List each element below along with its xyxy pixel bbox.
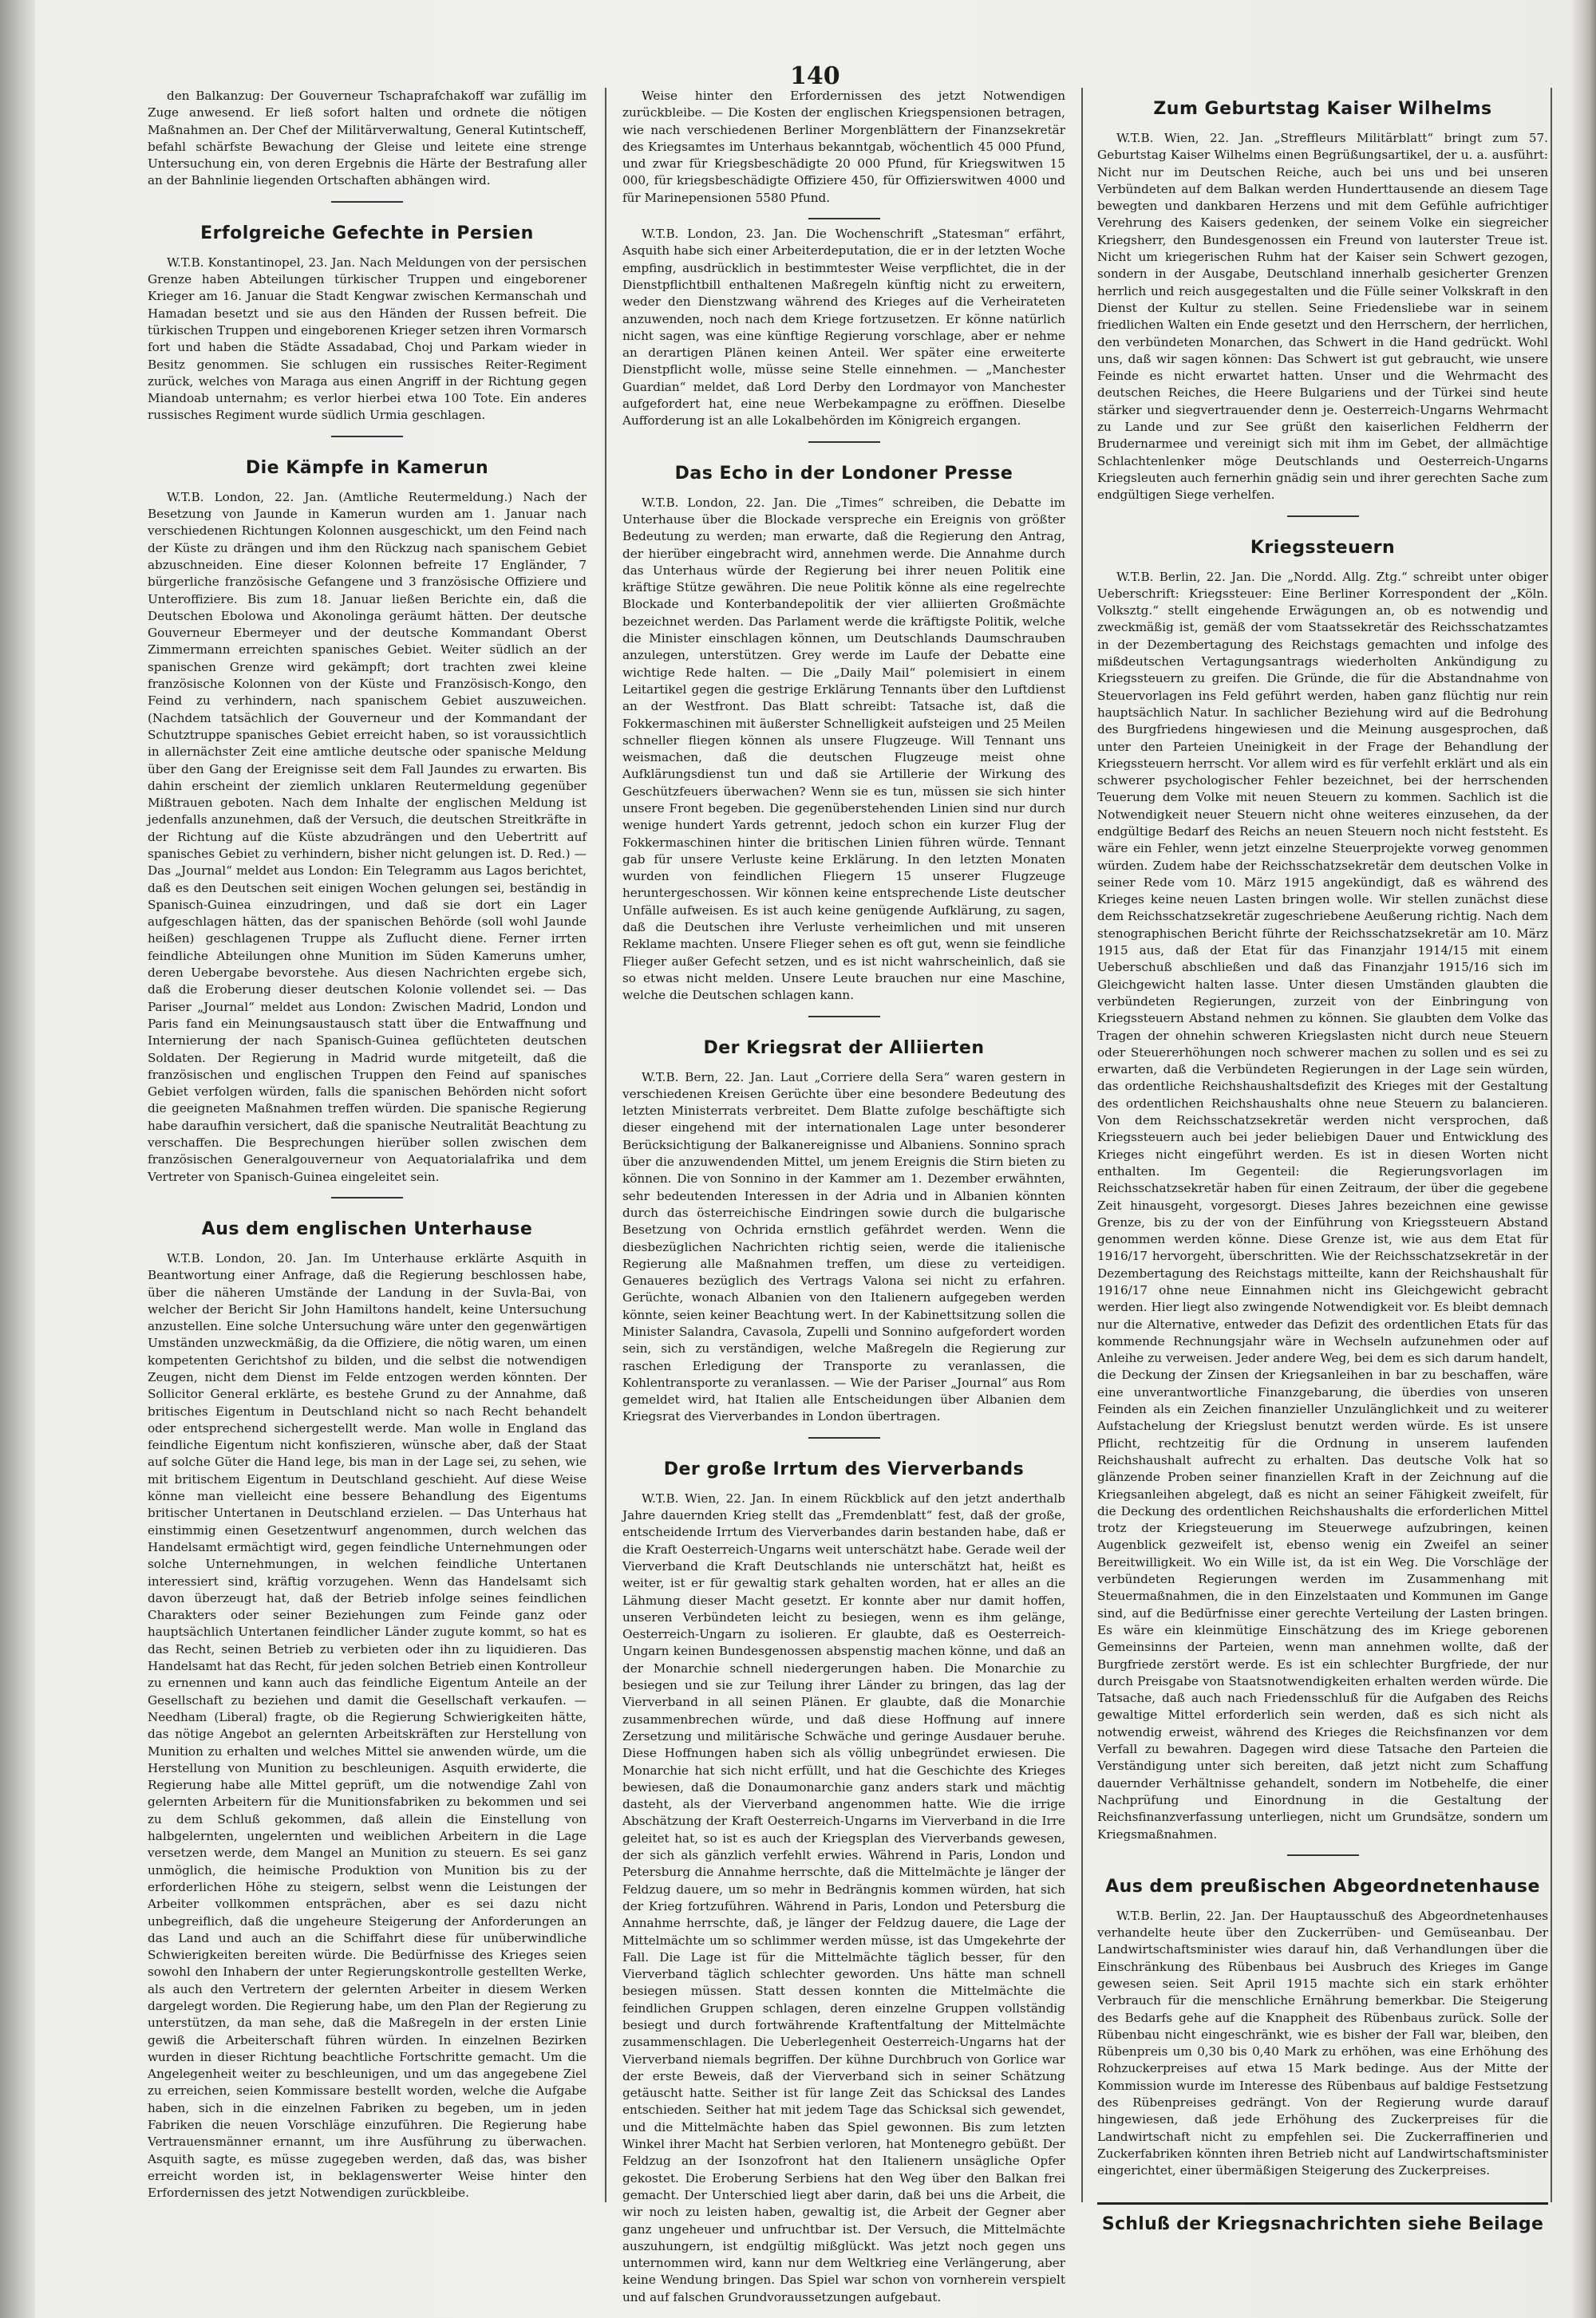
column-rule <box>1081 88 1083 2202</box>
article-continuation <box>622 88 1065 207</box>
article-london-press <box>622 464 1065 1005</box>
article-body: W.T.B. Wien, 22. Jan. In einem Rückblick auf den jetzt anderthalb Jahre dauernden Krieg stellt das „Fremdenblatt“ fest, daß der große, entscheidende Irrtum des Vierverbandes darin bestanden habe, daß er die Kraft Oesterreich-Ungarns weit unterschätzt habe. Gerade weil der Vierverband die Kraft Deutschlands nie unterschätzt hat, heißt es weiter, ist er für gewaltig stark gehalten worden, hat er alles an die Lähmung dieser Macht gesetzt. Er konnte aber nur damit hoffen, unseren Verbündeten leicht zu besiegen, wenn es ihm gelänge, Oesterreich-Ungarn zu isolieren. Er glaubte, daß es Oesterreich-Ungarn keinen Bundesgenossen abspenstig machen könne, und daß an der Monarchie schnell niedergerungen haben. Die Monarchie zu besiegen und sie zur Teilung ihrer Länder zu bringen, das lag der Vierverband in all seinen Plänen. Er glaubte, daß die Monarchie zusammenbrechen würde, und daß diese Hoffnung auf innere Zersetzung und militärische Schwäche und geringe Ausdauer beruhe. Diese Hoffnungen haben sich als völlig unbegründet erwiesen. Die Monarchie hat sich nicht erfüllt, und hat die Geschichte des Krieges bewiesen, daß die Donaumonarchie ganz anders stark und mächtig dasteht, als der Vierverband angenommen hatte. Wie die irrige Abschätzung der Kraft Oesterreich-Ungarns im Vierverband in die Irre geleitet hat, so ist es auch der Kriegsplan des Vierverbands gewesen, der sich als gänzlich verfehlt erwies. Während in Paris, London und Petersburg die Annahme herrschte, daß die Mittelmächte je länger der Feldzug dauere, um so mehr in Bedrängnis kommen würden, hat sich der Krieg fortzuführen. Während in Paris, London und Petersburg die Annahme herrschte, daß, je länger der Feldzug dauere, die Lage der Mittelmächte um so schlimmer werden müsse, ist das Umgekehrte der Fall. Die Lage ist für die Mittelmächte täglich besser, für den Vierverband täglich schlechter geworden. Uns hätte man schnell besiegen müssen. Statt dessen konnten die Mittelmächte die feindlichen Gruppen schlagen, deren einzelne Gruppen vollständig besiegt und durch fortwährende Kraftentfaltung der Mittelmächte zusammenschlagen. Die Ueberlegenheit Oesterreich-Ungarns hat der Vierverband niemals begriffen. Der kühne Durchbruch von Gorlice war der erste Beweis, daß der Vierverband sich in seiner Schätzung getäuscht hatte. Seither ist für lange Zeit das Schicksal des Landes entschieden. Seither hat mit jedem Tage das Schicksal sich gewendet, und die Mittelmächte haben das Spiel gewonnen. Bis zum letzten Winkel ihrer Macht hat Serbien verloren, hat Montenegro gebüßt. Der Feldzug an der Isonzofront hat den Italienern unsägliche Opfer gekostet. Die Eroberung Serbiens hat den Weg über den Balkan frei gemacht. Der Unterschied liegt aber darin, daß bei uns die Arbeit, die wir noch zu leisten haben, gewaltig ist, die Arbeit der Gegner aber ganz ungeheuer und unfruchtbar ist. Der Versuch, die Mittelmächte auszuhungern, ist endgültig mißglückt. Was jetzt noch gegen uns unternommen wird, kann nur dem Weltkrieg eine Verlängerung, aber keine Wendung bringen. Das Spiel war schon von vornherein verspielt und auf falschen Grundvoraussetzungen aufgebaut. <box>622 1491 1065 2304</box>
article-statesman <box>622 226 1065 430</box>
article-headline: Erfolgreiche Gefechte in Persien <box>200 223 534 243</box>
article-headline: Der große Irrtum des Vierverbands <box>663 1459 1025 1479</box>
article-kriegsrat <box>622 1038 1065 1426</box>
article-headline: Das Echo in der Londoner Presse <box>674 463 1013 484</box>
article-body: W.T.B. Berlin, 22. Jan. Die „Nordd. Allg. Ztg.“ schreibt unter obiger Ueberschrift: Kriegssteuer: Eine Berliner Korrespondent der „Köln. Volksztg.“ stellt eingehende Erwägungen an, ob es notwendig und zweckmäßig ist, gemäß der vom Staatssekretär des Reichsschatzamtes in der Dezembertagung des Reichstags gemachten und infolge des mißdeutschen Vertagungsantrags wiederholten Ankündigung zu Kriegssteuern zu greifen. Die Gründe, die für die Abstandnahme von Steuervorlagen ins Feld geführt werden, haben ganz flüchtig nur rein hauptsächlich Natur. In sachlicher Beziehung wird auf die Bedrohung des Burgfriedens hingewiesen und die Meinung ausgesprochen, daß unter den Parteien Uneinigkeit in der Frage der Behandlung der Kriegssteuern herrscht. Vor allem wird es für verfehlt erklärt und als ein schwerer psychologischer Fehler bezeichnet, bei der herrschenden Teuerung dem Volke mit neuen Steuern zu kommen. Sachlich ist die Notwendigkeit neuer Steuern nicht ohne weiteres einzusehen, da der endgültige Bedarf des Reichs an neuen Steuern noch nicht feststeht. Es wäre ein Fehler, wenn jetzt einzelne Steuerprojekte vorweg genommen würden. Zudem habe der Reichsschatzsekretär dem deutschen Volke in seiner Rede vom 10. März 1915 angekündigt, daß es während des Krieges keine neuen Lasten bringen wolle. Wir stellen zunächst diese dem Reichsschatzsekretär zugeschriebene Aeußerung richtig. Nach dem stenographischen Bericht führte der Reichsschatzsekretär am 10. März 1915 aus, daß der Etat für das Finanzjahr 1914/15 mit einem Ueberschuß abschließen und daß das Finanzjahr 1915/16 sich im Gleichgewicht halten lasse. Unter diesen Umständen glaubten die verbündeten Regierungen, zurzeit von der Einbringung von Kriegssteuern Abstand nehmen zu können. Sie glaubten dem Volke das Tragen der ohnehin schweren Kriegslasten nicht durch neue Steuern oder Steuererhöhungen noch schwerer machen zu sollen und es sei zu erwarten, daß die Verbündeten Regierungen in der Lage sein würden, das ordentliche Reichshaushaltsdefizit des Krieges mit der Gestaltung des ordentlichen Reichshaushalts ohne neue Steuern zu balancieren. Von dem Reichsschatzsekretär werden nicht versprochen, daß Kriegssteuern auch bei jeder beliebigen Dauer und Entwicklung des Krieges nicht eingeführt werden. Es ist in diesen Worten nicht enthalten. Im Gegenteil: die Regierungsvorlagen im Reichsschatzsekretär haben für einen Zeitraum, der über die gegebene Zeit hinausgeht, vorgesorgt. Dieses Jahres bezeichnen eine gewisse Grenze, bis zu der von der Einführung von Kriegssteuern Abstand genommen werden könne. Diese Grenze ist, wie aus dem Etat für 1916/17 hervorgeht, überschritten. Wie der Reichsschatzsekretär in der Dezembertagung des Reichstags mitteilte, kann der Reichshaushalt für 1916/17 ohne neue Einnahmen nicht ins Gleichgewicht gebracht werden. Hier liegt also zwingende Notwendigkeit vor. Es bleibt demnach nur die Alternative, entweder das Defizit des ordentlichen Etats für das kommende Rechnungsjahr wäre in Wechseln aufzunehmen oder auf Anleihe zu verweisen. Jeder andere Weg, bei dem es sich darum handelt, die Deckung der Zinsen der Kriegsanleihen in bar zu beschaffen, wäre eine unverantwortliche Finanzgebarung, die überdies von unseren Feinden als ein Zeichen finanzieller Unzulänglichkeit und zu weiterer Aufstachelung der Kriegslust benutzt werden würde. Es ist unsere Pflicht, rechtzeitig für die Ordnung in unserem laufenden Reichshaushalt aufrecht zu erhalten. Das deutsche Volk hat so glänzende Proben seiner finanziellen Kraft in der Zeichnung auf die Kriegsanleihen abgelegt, daß es nicht an seiner Fähigkeit zweifelt, für die Deckung des ordentlichen Reichshaushalts die erforderlichen Mittel trotz der Kriegsteuerung im Steuerwege aufzubringen, keinen Augenblick gezweifelt ist, ebenso wenig ein Zweifel an seiner Bereitwilligkeit. Wo ein Wille ist, da ist ein Weg. Die Vorschläge der verbündeten Regierungen werden im Zusammenhang mit Steuermaßnahmen, die in den Einzelstaaten und Kommunen im Gange sind, auf die Bedürfnisse einer gerechte Verteilung der Lasten bringen. Es wäre ein kleinmütige Einschätzung des im Kriege geborenen Gemeinsinns der Parteien, wenn man annehmen wollte, daß der Burgfriede zerstört werde. Es ist ein schlechter Burgfriede, der nur durch Preisgabe von Staatsnotwendigkeiten erhalten werden würde. Die Tatsache, daß auch nach Friedensschluß für die Aufgaben des Reichs gewaltige Mittel erforderlich sein werden, daß es sich nicht als notwendig erweist, während des Krieges die Reichsfinanzen vor dem Verfall zu bewahren. Dagegen wird diese Tatsache den Parteien die Verständigung unter sich bereiten, daß jetzt nicht zum Schaffung dauernder Verhältnisse gehandelt, sondern im Notbehelfe, die einer Nachprüfung und Einordnung in die Gestaltung der Reichsfinanzverfassung unterliegen, nicht um Grundsätze, sondern um Kriegsmaßnahmen. <box>1097 569 1548 1842</box>
column-2 <box>622 88 1065 2304</box>
article-divider <box>331 1197 403 1198</box>
article-kriegssteuern <box>1097 538 1548 1843</box>
page-edge <box>1572 0 1596 2318</box>
article-body: W.T.B. London, 23. Jan. Die Wochenschrift „Statesman“ erfährt, Asquith habe sich einer Arbeiterdeputation, die er in der letzten Woche empfing, ausdrücklich in bestimmtester Weise verpflichtet, die in der Dienstpflichtbill enthaltenen Maßregeln künftig nicht zu erweitern, weder den Dienstzwang während des Krieges auf die Verheirateten anzuwenden, noch nach dem Kriege fortzusetzen. Er könne natürlich nicht sagen, was eine künftige Regierung vorschlage, aber er nehme an derartigen Plänen keinen Anteil. Wer später eine erweiterte Dienstpflicht wolle, müsse seine Stelle einnehmen. — „Manchester Guardian“ meldet, daß Lord Derby den Lordmayor von Manchester aufgefordert hat, eine neue Werbekampagne zu eröffnen. Dieselbe Aufforderung ist an alle Lokalbehörden im Königreich ergangen. <box>622 227 1065 428</box>
article-body: W.T.B. London, 20. Jan. Im Unterhause erklärte Asquith in Beantwortung einer Anfrage, daß die Regierung beschlossen habe, über die näheren Umstände der Landung in der Suvla-Bai, von welcher der Bericht Sir John Hamiltons handelt, keine Untersuchung anzustellen. Eine solche Untersuchung wäre unter den gegenwärtigen Umständen unzweckmäßig, da die Offiziere, die nötig waren, um einen kompetenten Gerichtshof zu bilden, und die selbst die notwendigen Zeugen, nicht dem Dienst im Felde entzogen werden könnten. Der Sollicitor General erklärte, es bestehe Grund zu der Annahme, daß britisches Eigentum in Deutschland nicht so nach Recht behandelt oder entsprechend sichergestellt werde. Man wolle in England das feindliche Eigentum nicht konfiszieren, wünsche aber, daß der Staat auf solche Güter die Hand lege, bis man in der Lage sei, zu sehen, wie mit britischem Eigentum in Deutschland geschieht. Auf diese Weise könne man vielleicht eine bessere Behandlung des Eigentums britischer Untertanen in Deutschland erzielen. — Das Unterhaus hat einstimmig einen Gesetzentwurf angenommen, durch welchen das Handelsamt ermächtigt wird, gegen feindliche Unternehmungen oder solche Unternehmungen, in welchen feindliche Untertanen interessiert sind, kräftig vorzugehen. Wenn das Handelsamt sich davon überzeugt hat, daß der Betrieb infolge seines feindlichen Charakters oder seiner Beziehungen zum Feinde ganz oder hauptsächlich Untertanen feindlicher Länder zugute kommt, so hat es das Recht, seinen Betrieb zu verbieten oder ihn zu liquidieren. Das Handelsamt hat das Recht, für jeden solchen Betrieb einen Kontrolleur zu ernennen und kann auch das feindliche Eigentum Anteile an der Gesellschaft zu beziehen und damit die Gesellschaft verkaufen. — Needham (Liberal) fragte, ob die Regierung Schwierigkeiten hätte, das nötige Angebot an gelernten Arbeitskräften zur Herstellung von Munition zu erhalten und welches Mittel sie anwenden würde, um die Herstellung von Munition zu beschleunigen. Asquith erwiderte, die Regierung habe alle Mittel geprüft, um die notwendige Zahl von gelernten Arbeitern für die Munitionsfabriken zu bekommen und sei zu dem Schluß gekommen, daß allein die Einstellung von halbgelernten, ungelernten und weiblichen Arbeitern in die Lage versetzen werde, dem Mangel an Munition zu steuern. Es sei ganz unmöglich, die heimische Produktion von Munition bis zu der erforderlichen Höhe zu steigern, selbst wenn die Leistungen der Arbeiter vollkommen entsprächen, aber es sei dazu nicht unbegreiflich, daß die ungeheure Steigerung der Anforderungen an das Land und auch an die Schiffahrt diese für unüberwindliche Schwierigkeiten bereiten würde. Die Bedürfnisse des Krieges seien sowohl den Inhabern der unter Regierungskontrolle gestellten Werke, als auch den Vertretern der gelernten Arbeiter in diesem Werken dargelegt worden. Die Regierung habe, um den Plan der Regierung zu unterstützen, da man sehe, daß die Maßregeln in der ersten Linie gewiß die Arbeiterschaft führen würden. In einzelnen Bezirken wurden in dieser Richtung beachtliche Fortschritte gemacht. Um die Angelegenheit weiter zu beschleunigen, und um das angegebene Ziel zu erreichen, seien Kommissare bestellt worden, welche die Aufgabe haben, sich in die einzelnen Fabriken zu begeben, um in jeden Fabriken die neuen Vorschläge einzuführen. Die Regierung habe Vertrauensmänner ernannt, um ihre Ausführung zu überwachen. Asquith sagte, es müsse zugegeben werden, daß das, was bisher erreicht worden ist, in beklagenswerter Weise hinter den Erfordernissen des jetzt Notwendigen zurückbleibe. <box>148 1250 587 2201</box>
column-rule <box>605 88 606 2202</box>
article-abgeordnetenhaus <box>1097 1877 1548 2180</box>
article-divider <box>331 201 403 203</box>
article-body: W.T.B. London, 22. Jan. Die „Times“ schreiben, die Debatte im Unterhause über die Blockade verspreche ein Ereignis von größter Bedeutung zu werden; man erwarte, daß die Regierung den Antrag, der hierüber eingebracht wird, annehmen werde. Die Annahme durch das Unterhaus würde der Regierung bei ihrer neuen Politik eine kräftige Stütze gewähren. Die neue Politik könne als eine regelrechte Blockade und Konterbandepolitik der vier alliierten Großmächte bezeichnet werden. Das Parlament werde die kräftigste Politik, welche die Minister einschlagen können, um Deutschlands Daumschrauben anzulegen, unterstützen. Grey werde im Laufe der Debatte eine wichtige Rede halten. — Die „Daily Mail“ polemisiert in einem Leitartikel gegen die gestrige Erklärung Tennants über den Luftdienst an der Westfront. Das Blatt schreibt: Tatsache ist, daß die Fokkermaschinen mit äußerster Schnelligkeit aufsteigen und 25 Meilen schneller fliegen können als unsere Flugzeuge. Will Tennant uns weismachen, daß die deutschen Flugzeuge meist ohne Aufklärungsdienst tun und daß sie Artillerie der Wirkung des Geschützfeuers überwachen? Wenn sie es tun, müssen sie sich hinter unsere Front begeben. Die gegenüberstehenden Linien sind nur durch wenige hundert Yards getrennt, jedoch schon ein kurzer Flug der Fokkermaschinen hinter die britischen Linien führen würde. Tennant gab für unsere Verluste keine Erklärung. In den letzten Monaten wurden von feindlichen Fliegern 15 unserer Flugzeuge heruntergeschossen. Wir können keine entsprechende Liste deutscher Unfälle aufweisen. Es ist auch keine genügende Aufklärung, zu sagen, daß die Deutschen ihre Verluste verheimlichen und mit unseren Reklame machten. Unsere Flieger sehen es oft gut, wenn sie feindliche Flieger außer Gefecht setzen, und es ist nicht wahrscheinlich, daß sie so etwas nicht melden. Unsere Leute brauchen nur eine Maschine, welche die Deutschen schlagen kann. <box>622 495 1065 1003</box>
article-continuation <box>148 88 587 190</box>
article-divider <box>808 1437 880 1439</box>
article-divider <box>808 441 880 443</box>
banner-rule <box>1097 2202 1548 2205</box>
article-body: W.T.B. Wien, 22. Jan. „Streffleurs Militärblatt“ bringt zum 57. Geburtstag Kaiser Wilhelms einen Begrüßungsartikel, der u. a. ausführt: Nicht nur im Deutschen Reiche, auch bei uns und bei unseren Verbündeten auf dem Balkan werden Hunderttausende an diesem Tage bewegten und dankbaren Herzens und mit dem Gefühle aufrichtiger Verehrung des Kaisers gedenken, der seinem Volke ein siegreicher Kriegsherr, den Bundesgenossen ein Freund von lauterster Treue ist. Nicht um kriegerischen Ruhm hat der Kaiser sein Schwert gezogen, sondern in der Ausgabe, Deutschland innerhalb gesicherter Grenzen herrlich und reich ausgegestalten und die Fülle seiner Volkskraft in den Dienst der Kultur zu stellen. Seine Friedensliebe war in seinem friedlichen Walten ein Ende gesetzt und den Herrschern, der herrlichen, den verbündeten Monarchen, das Schwert in die Hand gedrückt. Wohl uns, daß wir sagen können: Das Schwert ist gut gebraucht, wie unsere Feinde es nicht erwartet hatten. Unser und die Wehrmacht des deutschen Reiches, die Heere Bulgariens und der Türkei sind heute stärker und siegvertrauender denn je. Oesterreich-Ungarns Wehrmacht zu Lande und zur See grüßt den kaiserlichen Feldherrn der Brudernarmee und vereinigt sich mit ihm im Gebet, der allmächtige Schlachtenlenker möge Deutschlands und Oesterreich-Ungarns Kriegsleuten auch fernerhin gnädig sein und ihrer gerechten Sache zum endgültigen Siege verhelfen. <box>1097 131 1548 503</box>
article-divider <box>1287 515 1359 517</box>
column-rule <box>1551 88 1552 2202</box>
footer-banner: Schluß der Kriegsnachrichten siehe Beilage <box>1101 2214 1544 2234</box>
article-persia <box>148 223 587 425</box>
article-body: Weise hinter den Erfordernissen des jetzt Notwendigen zurückbleibe. — Die Kosten der englischen Kriegspensionen betragen, wie nach verschiedenen Berliner Morgenblättern der Finanzsekretär des Kriegsamtes im Unterhaus bekanntgab, wöchentlich 45 000 Pfund, und zwar für Kriegsbeschädigte 20 000 Pfund, für Kriegswitwen 15 000, für kriegsbeschädigte Offiziere 450, für Offizierswitwen 4000 und für Marinepensionen 5580 Pfund. <box>622 89 1065 205</box>
article-divider <box>808 218 880 219</box>
article-headline: Der Kriegsrat der Alliierten <box>703 1037 985 1058</box>
article-irrtum <box>622 1459 1065 2306</box>
page-number: 140 <box>790 62 840 90</box>
article-headline: Zum Geburtstag Kaiser Wilhelms <box>1153 99 1492 119</box>
column-3 <box>1097 88 1548 2194</box>
article-geburtstag <box>1097 99 1548 504</box>
column-1 <box>148 88 587 2201</box>
article-headline: Kriegssteuern <box>1250 537 1396 558</box>
article-body: den Balkanzug: Der Gouverneur Tschaprafchakoff war zufällig im Zuge anwesend. Er ließ sofort halten und ordnete die nötigen Maßnahmen an. Der Chef der Militärverwaltung, General Kutintscheff, befahl schärfste Bewachung der Gleise und leitete eine strenge Untersuchung ein, von deren Ergebnis die Härte der Bestrafung aller an der Bahnlinie liegenden Ortschaften abhängen wird. <box>148 89 587 188</box>
article-body: W.T.B. Bern, 22. Jan. Laut „Corriere della Sera“ waren gestern in verschiedenen Kreisen Gerüchte über eine besondere Bedeutung des letzten Ministerrats verbreitet. Dem Blatte zufolge beschäftigte sich dieser eingehend mit der internationalen Lage unter besonderer Berücksichtigung der Balkanereignisse und Albaniens. Sonnino sprach über die anzuwendenden Mittel, um jenem Ereignis die Stirn bieten zu können. Die von Sonnino in der Kammer am 1. Dezember erwähnten, sehr bedeutenden Interessen in der Adria und in Albanien könnten durch das österreichische Eindringen sowie durch die bulgarische Besetzung von Ochrida ernstlich gefährdet werden. Wenn die diesbezüglichen Nachrichten richtig seien, werde die italienische Regierung alle Maßnahmen treffen, um diese zu verteidigen. Genaueres bezüglich des Vertrags Valona sei nicht zu erfahren. Gerüchte, wonach Albanien von den Italienern aufgegeben werden könnte, seien keiner Beachtung wert. In der Kabinettsitzung sollen die Minister Salandra, Cavasola, Zupelli und Sonnino aufgefordert worden sein, sich zu verständigen, welche Maßregeln die Regierung zur raschen Erledigung der Transporte zu veranlassen, die Kohlentransporte zu veranlassen. — Wie der Pariser „Journal“ aus Rom gemeldet wird, hat Italien alle Entscheidungen über Albanien dem Kriegsrat des Vierverbandes in London übertragen. <box>622 1069 1065 1424</box>
binding-gutter <box>0 0 35 2318</box>
article-headline: Die Kämpfe in Kamerun <box>245 457 489 478</box>
article-unterhaus <box>148 1219 587 2202</box>
article-divider <box>331 436 403 437</box>
article-divider <box>808 1016 880 1017</box>
article-body: W.T.B. London, 22. Jan. (Amtliche Reutermeldung.) Nach der Besetzung von Jaunde in Kamerun wurden am 1. Januar nach verschiedenen Richtungen Kolonnen ausgeschickt, um den Feind nach der Küste zu drängen und ihm den Rückzug nach spanischem Gebiet abzuschneiden. Eine dieser Kolonnen befreite 17 Engländer, 7 bürgerliche französische Gefangene und 3 französische Offiziere und Unteroffiziere. Bis zum 18. Januar ließen Berichte ein, daß die Deutschen Ebolowa und Akonolinga geräumt hätten. Der deutsche Gouverneur Ebermeyer und der deutsche Kommandant Oberst Zimmermann erreichten spanisches Gebiet. Weiter südlich an der spanischen Grenze wird gekämpft; dort trachten zwei kleine französische Kolonnen von der Küste und Französisch-Kongo, den Feind zu verhindern, nach spanischem Gebiet auszuweichen. (Nachdem tatsächlich der Gouverneur und der Kommandant der Schutztruppe spanisches Gebiet erreicht haben, so ist voraussichtlich in allernächster Zeit eine amtliche deutsche oder spanische Meldung über den Gang der Ereignisse seit dem Fall Jaundes zu erwarten. Bis dahin erscheint der ziemlich unklaren Reutermeldung gegenüber Mißtrauen geboten. Nach dem Inhalte der englischen Meldung ist jedenfalls anzunehmen, daß der Versuch, die deutschen Streitkräfte in der Richtung auf die Küste abzudrängen und den Uebertritt auf spanisches Gebiet zu verhindern, bisher nicht gelungen ist. D. Red.) — Das „Journal“ meldet aus London: Ein Telegramm aus Lagos berichtet, daß es den Deutschen seit einigen Wochen gelungen sei, beständig in Spanisch-Guinea einzudringen, und daß sie dort ein Lager aufgeschlagen hätten, das der spanischen Behörde (soll wohl Jaunde heißen) geschlagenen Truppe als Zuflucht diene. Ferner irrten feindliche Abteilungen ohne Munition im Süden Kameruns umher, deren Uebergabe bevorstehe. Aus diesen Nachrichten ergebe sich, daß die Eroberung dieser deutschen Kolonie vollendet sei. — Das Pariser „Journal“ meldet aus London: Zwischen Madrid, London und Paris fand ein Meinungsaustausch statt über die Entwaffnung und Internierung der nach Spanisch-Guinea geflüchteten deutschen Soldaten. Der Regierung in Madrid wurde mitgeteilt, daß die französischen und englischen Truppen den Feind auf spanisches Gebiet verfolgen würden, falls die spanischen Behörden nicht sofort die geeigneten Maßnahmen treffen würden. Die spanische Regierung habe daraufhin versichert, daß die spanische Neutralität Beachtung zu verschaffen. Die Besprechungen hierüber sollen zwischen dem französischen Generalgouverneur von Aequatorialafrika und dem Vertreter von Spanisch-Guinea eingeleitet sein. <box>148 489 587 1184</box>
article-kamerun <box>148 458 587 1186</box>
article-headline: Aus dem preußischen Abgeordnetenhause <box>1105 1876 1540 1897</box>
article-body: W.T.B. Konstantinopel, 23. Jan. Nach Meldungen von der persischen Grenze haben Abteilungen türkischer Truppen und eingeborener Krieger am 16. Januar die Stadt Kengwar zwischen Kermanschah und Hamadan besetzt und sie aus den Händen der Russen befreit. Die türkischen Truppen und eingeborenen Krieger setzen ihren Vormarsch fort und haben die Städte Assadabad, Choj und Parkam wieder in Besitz genommen. Sie schlugen ein russisches Reiter-Regiment zurück, welches von Maraga aus einen Angriff in der Richtung gegen Miandoab unternahm; es verlor hierbei etwa 100 Tote. Ein anderes russisches Regiment wurde südlich Urmia geschlagen. <box>148 255 587 423</box>
article-headline: Aus dem englischen Unterhause <box>201 1218 533 1239</box>
article-body: W.T.B. Berlin, 22. Jan. Der Hauptausschuß des Abgeordnetenhauses verhandelte heute über den Zuckerrüben- und Gemüseanbau. Der Landwirtschaftsminister wies darauf hin, daß Verhandlungen über die Einschränkung des Rübenbaus bei Ausbruch des Krieges im Gange gewesen seien. Seit April 1915 machte sich ein stark erhöhter Verbrauch für die menschliche Ernährung bemerkbar. Die Steigerung des Bedarfs gehe auf die Knappheit des Rübenbaus zurück. Solle der Rübenbau nicht eingeschränkt, wie es bisher der Fall war, bleiben, den Rübenpreis um 0,30 bis 0,40 Mark zu erhöhen, was eine Erhöhung des Rohzuckerpreises auf etwa 15 Mark bedinge. Aus der Mitte der Kommission wurde im Interesse des Rübenbaus auf baldige Festsetzung des Rübenpreises gedrängt. Von der Regierung wurde darauf hingewiesen, daß jede Erhöhung des Zuckerpreises für die Landwirtschaft nicht zu empfehlen sei. Die Zuckerraffinerien und Zuckerfabriken könnten ihren Betrieb nicht auf Landwirtschaftsminister eingerichtet, einer übermäßigen Steigerung des Zuckerpreises. <box>1097 1908 1548 2178</box>
article-divider <box>1287 1854 1359 1856</box>
